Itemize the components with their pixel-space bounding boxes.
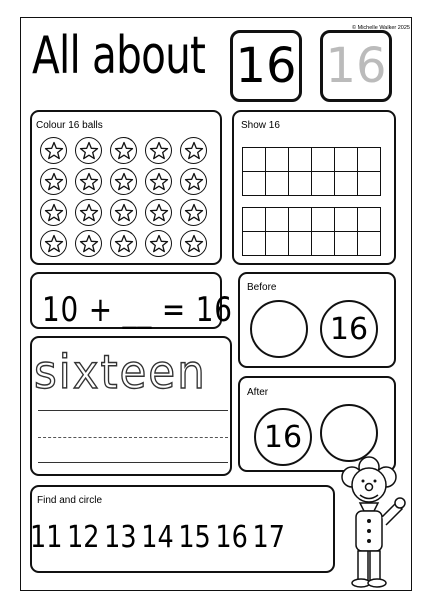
- find-number[interactable]: 13: [104, 520, 137, 555]
- ten-frame-top[interactable]: [242, 147, 381, 196]
- star-ball[interactable]: [75, 230, 102, 257]
- copyright-text: © Michelle Walker 2025: [352, 25, 410, 31]
- find-number[interactable]: 12: [67, 520, 100, 555]
- star-ball[interactable]: [40, 137, 67, 164]
- star-ball[interactable]: [40, 199, 67, 226]
- clown-icon: [330, 455, 410, 590]
- ten-frame-bottom[interactable]: [242, 207, 381, 256]
- star-ball[interactable]: [75, 168, 102, 195]
- star-ball[interactable]: [180, 230, 207, 257]
- star-ball[interactable]: [110, 137, 137, 164]
- after-number-circle: 16: [254, 408, 312, 466]
- page-title: All about: [32, 26, 206, 86]
- star-ball[interactable]: [75, 137, 102, 164]
- star-ball[interactable]: [145, 168, 172, 195]
- traced-word[interactable]: sixteen: [34, 345, 207, 399]
- star-ball[interactable]: [110, 199, 137, 226]
- find-number[interactable]: 11: [30, 520, 63, 555]
- star-ball[interactable]: [145, 137, 172, 164]
- before-blank-circle[interactable]: [250, 300, 308, 358]
- after-blank-circle[interactable]: [320, 404, 378, 462]
- before-label: Before: [247, 282, 277, 293]
- writing-line-bottom[interactable]: [38, 462, 228, 463]
- before-number-circle: 16: [320, 300, 378, 358]
- star-ball[interactable]: [145, 230, 172, 257]
- find-label: Find and circle: [37, 495, 103, 506]
- find-number[interactable]: 17: [252, 520, 285, 555]
- find-number[interactable]: 14: [141, 520, 174, 555]
- trace-number-box[interactable]: 16: [320, 30, 392, 102]
- star-ball[interactable]: [180, 199, 207, 226]
- number-box: 16: [230, 30, 302, 102]
- find-numbers: [30, 520, 285, 555]
- after-label: After: [247, 387, 269, 398]
- writing-line-top: [38, 410, 228, 411]
- colour-balls-label: Colour 16 balls: [36, 120, 103, 131]
- writing-line-mid: [38, 437, 228, 438]
- star-ball[interactable]: [110, 168, 137, 195]
- star-ball[interactable]: [110, 230, 137, 257]
- find-number[interactable]: 15: [178, 520, 211, 555]
- find-number[interactable]: 16: [215, 520, 248, 555]
- star-ball[interactable]: [145, 199, 172, 226]
- star-ball[interactable]: [180, 168, 207, 195]
- star-ball[interactable]: [180, 137, 207, 164]
- star-ball[interactable]: [75, 199, 102, 226]
- star-ball[interactable]: [40, 168, 67, 195]
- equation-text: 10 + __ = 16: [42, 290, 233, 330]
- star-ball[interactable]: [40, 230, 67, 257]
- show-label: Show 16: [241, 120, 280, 131]
